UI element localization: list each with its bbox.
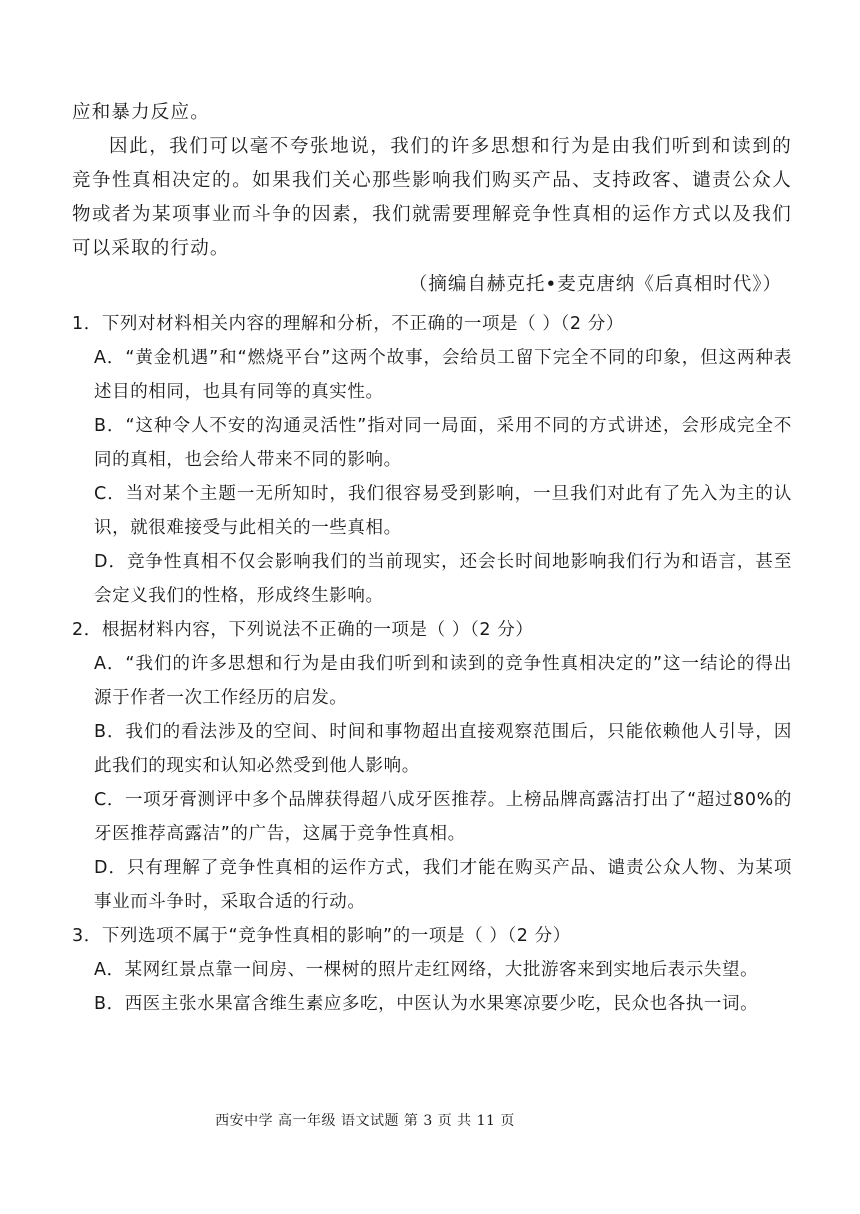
option-c: C．一项牙膏测评中多个品牌获得超八成牙医推荐。上榜品牌高露洁打出了“超过80%的牙医推荐高露洁”的广告，这属于竞争性真相。 [94,790,792,844]
question-list [72,307,792,1021]
question-stem: 2．根据材料内容，下列说法不正确的一项是（ ）（2 分） [72,620,534,640]
page-footer: 西安中学 高一年级 语文试题 第 3 页 共 11 页 [215,1113,515,1129]
passage-source: （摘编自赫克托•麦克唐纳《后真相时代》） [408,274,782,295]
option-b: B．我们的看法涉及的空间、时间和事物超出直接观察范围后，只能依赖他人引导，因此我们的现实和认知必然受到他人影响。 [94,722,792,776]
option-c: C．当对某个主题一无所知时，我们很容易受到影响，一旦我们对此有了先入为主的认识，就很难接受与此相关的一些真相。 [94,484,792,538]
option-b: B．“这种令人不安的沟通灵活性”指对同一局面，采用不同的方式讲述，会形成完全不同的真相，也会给人带来不同的影响。 [94,416,792,470]
option-d: D．竞争性真相不仅会影响我们的当前现实，还会长时间地影响我们行为和语言，甚至会定义我们的性格，形成终生影响。 [94,552,792,606]
passage-continuation: 应和暴力反应。 [72,102,210,123]
question-1 [72,307,792,613]
option-a: A．某网红景点靠一间房、一棵树的照片走红网络，大批游客来到实地后表示失望。 [94,960,759,980]
option-a: A．“黄金机遇”和“燃烧平台”这两个故事，会给员工留下完全不同的印象，但这两种表述目的相同，也具有同等的真实性。 [94,348,792,402]
question-3 [72,919,792,1021]
question-stem: 1．下列对材料相关内容的理解和分析，不正确的一项是（ ）（2 分） [72,314,624,334]
passage-paragraph: 因此，我们可以毫不夸张地说，我们的许多思想和行为是由我们听到和读到的竞争性真相决定的。如果我们关心那些影响我们购买产品、支持政客、谴责公众人物或者为某项事业而斗争的因素，我们就需要理解竞争性真相的运作方式以及我们可以采取的行动。 [72,136,792,259]
option-d: D．只有理解了竞争性真相的运作方式，我们才能在购买产品、谴责公众人物、为某项事业而斗争时，采取合适的行动。 [94,858,792,912]
question-stem: 3．下列选项不属于“竞争性真相的影响”的一项是（ ）（2 分） [72,926,571,946]
question-2 [72,613,792,919]
option-b: B．西医主张水果富含维生素应多吃，中医认为水果寒凉要少吃，民众也各执一词。 [94,994,759,1014]
option-a: A．“我们的许多思想和行为是由我们听到和读到的竞争性真相决定的”这一结论的得出源于作者一次工作经历的启发。 [94,654,792,708]
